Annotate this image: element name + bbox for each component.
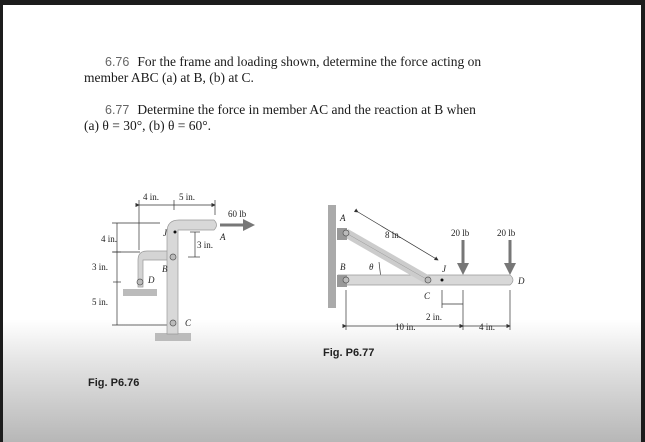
pin-c — [170, 320, 176, 326]
pin-c — [425, 277, 431, 283]
point-j — [174, 231, 177, 234]
point-label: J — [442, 264, 446, 274]
point-label: B — [340, 262, 346, 272]
wall — [328, 205, 336, 308]
figure-caption: Fig. P6.77 — [323, 347, 375, 359]
pin-b — [343, 277, 349, 283]
dim-label: 8 in. — [385, 230, 402, 240]
pin-d — [137, 279, 143, 285]
point-label: D — [518, 276, 525, 286]
point-label: B — [162, 264, 168, 274]
point-label: J — [163, 228, 167, 238]
dim-label: 4 in. — [143, 192, 160, 202]
point-label: D — [148, 275, 155, 285]
problem-number: 6.76 — [105, 55, 130, 69]
figure-p6-77 — [328, 205, 513, 330]
load-label: 60 lb — [228, 209, 247, 219]
dim-label: 5 in. — [179, 192, 196, 202]
point-label: A — [340, 213, 346, 223]
figure-caption: Fig. P6.76 — [88, 377, 140, 389]
dim-label: 4 in. — [101, 234, 118, 244]
angle-label: θ — [369, 262, 374, 272]
dim-label: 2 in. — [426, 312, 443, 322]
point-label: A — [220, 232, 226, 242]
problem-text: Determine the force in member AC and the reaction at B when — [137, 102, 476, 117]
dim-label: 10 in. — [395, 322, 416, 332]
point-label: C — [185, 318, 192, 328]
pin-a — [343, 230, 349, 236]
member-abc — [167, 220, 217, 334]
problem-text: For the frame and loading shown, determine the force acting on — [137, 54, 482, 69]
load-label: 20 lb — [497, 228, 516, 238]
dim-label: 4 in. — [479, 322, 496, 332]
dim-label: 3 in. — [92, 262, 109, 272]
figure-p6-76 — [112, 200, 252, 341]
load-label: 20 lb — [451, 228, 470, 238]
problem-number: 6.77 — [105, 103, 130, 117]
ground-support-d — [123, 289, 157, 296]
dim-label: 3 in. — [197, 240, 214, 250]
problem-6-76-line2: member ABC (a) at B, (b) at C. — [84, 70, 254, 85]
point-label: C — [424, 291, 431, 301]
dim-label: 5 in. — [92, 297, 109, 307]
pin-b — [170, 254, 176, 260]
point-j — [441, 279, 444, 282]
problem-6-77-line2: (a) θ = 30°, (b) θ = 60°. — [84, 118, 212, 133]
